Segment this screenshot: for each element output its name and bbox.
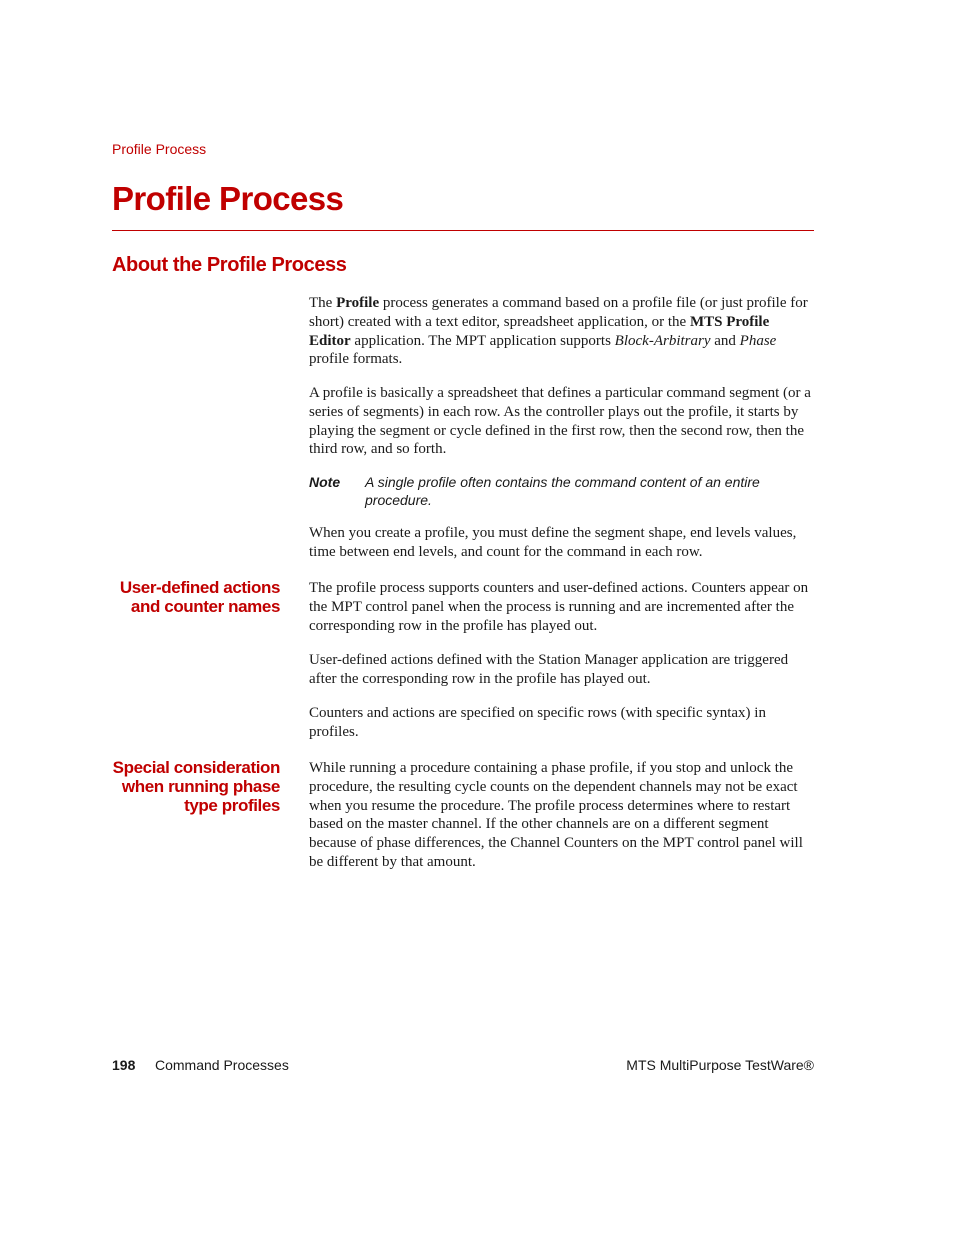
intro-bold-profile: Profile: [336, 295, 380, 311]
breadcrumb: Profile Process: [112, 141, 207, 157]
intro-italic-phase: Phase: [739, 332, 777, 349]
user-defined-heading: [80, 578, 280, 616]
counters-paragraph: The profile process supports counters and user-defined actions. Counters appear on the MPT control panel when the process is running and are incremented after the corresponding row in the profile has played out.: [309, 580, 809, 634]
phase-profile-paragraph: While running a procedure containing a phase profile, if you stop and unlock the procedure, the resulting cycle counts on the dependent channels may not be exact when you resume the procedure. The profile process determines where to restart based on the master channel. If the other channels are on a different segment because of phase differences, the Channel Counters on the MPT control panel will be different by that amount.: [309, 760, 803, 870]
footer-chapter: Command Processes: [155, 1057, 289, 1073]
special-heading-line3: type profiles: [184, 796, 280, 815]
note-label: Note: [309, 474, 341, 490]
note-text: A single profile often contains the command content of an entire procedure.: [365, 474, 760, 508]
profile-definition-paragraph: A profile is basically a spreadsheet that defines a particular command segment (or a series of segments) in each row. As the controller plays out the profile, it starts by playing the segment or cycle defined in the first row, then the second row, then the third row, and so forth.: [309, 385, 811, 458]
intro-text-5: profile formats.: [309, 351, 403, 368]
intro-italic-block: Block-Arbitrary: [614, 332, 711, 349]
user-defined-heading-line2: and counter names: [130, 597, 280, 616]
section-heading: About the Profile Process: [112, 254, 347, 276]
special-consideration-heading: [80, 758, 280, 815]
special-heading-line2: when running phase: [121, 777, 280, 796]
title-divider: [112, 230, 814, 231]
user-actions-paragraph: User-defined actions defined with the Station Manager application are triggered after the corresponding row in the profile has played out.: [309, 652, 789, 687]
intro-text-2: process generates a command based on a profile file (or just profile for short) created with a text editor, spreadsheet application, or the: [309, 295, 808, 330]
user-defined-heading-line1: User-defined actions: [119, 578, 280, 597]
footer-product: MTS MultiPurpose TestWare®: [626, 1057, 814, 1073]
create-profile-paragraph: When you create a profile, you must define the segment shape, end levels values, time between end levels, and count for the command in each row.: [309, 525, 797, 560]
counters-actions-paragraph: Counters and actions are specified on specific rows (with specific syntax) in profiles.: [309, 705, 766, 740]
intro-bold-editor: MTS Profile Editor: [309, 313, 770, 349]
intro-text-1: The: [309, 295, 337, 311]
special-heading-line1: Special consideration: [112, 758, 280, 777]
page-title: Profile Process: [112, 180, 344, 217]
intro-text-3: application. The MPT application supports: [350, 332, 615, 349]
intro-text-4: and: [710, 332, 740, 349]
page-number: 198: [112, 1057, 136, 1073]
intro-paragraph: [309, 294, 814, 369]
